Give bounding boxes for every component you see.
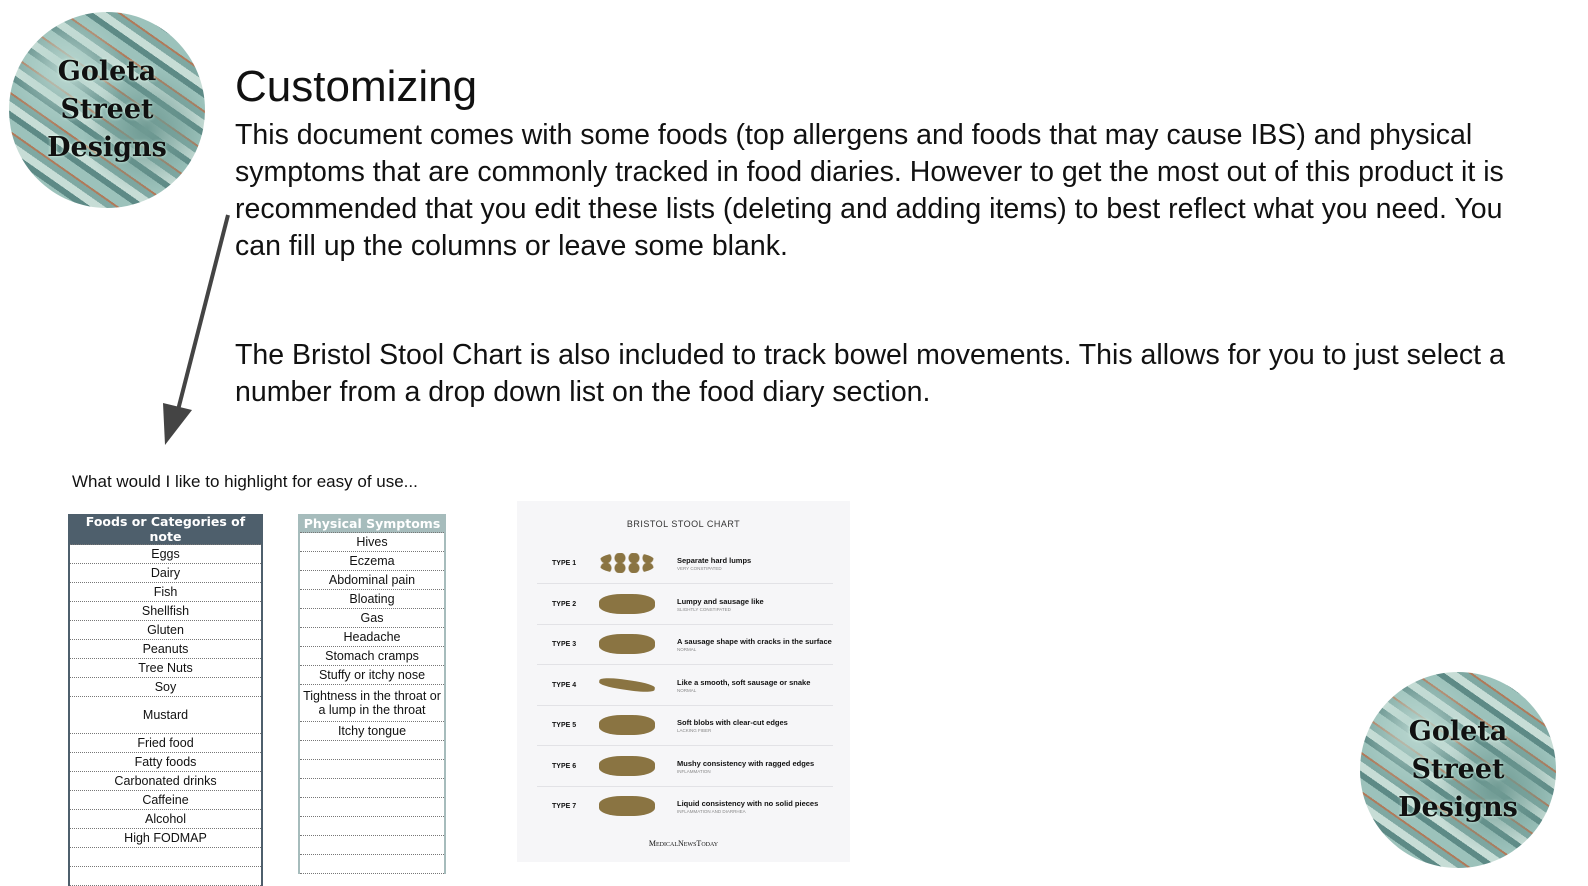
table-row xyxy=(69,734,262,753)
table-cell[interactable]: Abdominal pain xyxy=(299,571,445,590)
table-row xyxy=(299,779,445,798)
table-cell[interactable]: Itchy tongue xyxy=(299,722,445,741)
table-row xyxy=(299,590,445,609)
table-row xyxy=(299,722,445,741)
table-row xyxy=(69,867,262,886)
bristol-type-row xyxy=(537,665,833,706)
bristol-type-row xyxy=(537,584,833,625)
arrow-icon xyxy=(0,0,300,460)
type-label: TYPE 6 xyxy=(552,762,577,770)
stool-illustration xyxy=(599,594,655,614)
stool-illustration xyxy=(599,553,655,573)
type-subtitle: INFLAMMATION AND DIARRHEA xyxy=(677,809,746,814)
table-row xyxy=(69,678,262,697)
table-cell[interactable] xyxy=(299,855,445,874)
table-row xyxy=(69,791,262,810)
table-cell[interactable]: Tightness in the throat or a lump in the throat xyxy=(299,685,445,722)
bristol-title: BRISTOL STOOL CHART xyxy=(626,519,741,529)
table-cell[interactable]: Soy xyxy=(69,678,262,697)
bristol-type-row xyxy=(537,786,833,826)
logo-text: Goleta Street xyxy=(57,56,157,125)
stool-illustration xyxy=(599,634,655,654)
table-cell[interactable]: High FODMAP xyxy=(69,829,262,848)
table-row xyxy=(69,640,262,659)
type-description: A sausage shape with cracks in the surface xyxy=(677,637,832,646)
table-row xyxy=(299,666,445,685)
table-cell[interactable] xyxy=(69,848,262,867)
bristol-type-row xyxy=(537,543,833,584)
type-description: Separate hard lumps xyxy=(677,556,752,565)
table-cell[interactable]: Peanuts xyxy=(69,640,262,659)
table-cell[interactable] xyxy=(69,867,262,886)
table-cell[interactable]: Fatty foods xyxy=(69,753,262,772)
table-row xyxy=(299,609,445,628)
table-row xyxy=(69,564,262,583)
foods-header: Foods or Categories of note xyxy=(69,514,262,545)
table-cell[interactable]: Eczema xyxy=(299,552,445,571)
table-row xyxy=(69,621,262,640)
table-cell[interactable]: Fish xyxy=(69,583,262,602)
stool-illustration xyxy=(599,715,655,735)
type-subtitle: NORMAL xyxy=(677,687,697,693)
table-row xyxy=(69,753,262,772)
table-cell[interactable]: Carbonated drinks xyxy=(69,772,262,791)
table-cell[interactable] xyxy=(299,741,445,760)
type-description: Like a smooth, soft sausage or snake xyxy=(677,677,811,687)
table-cell[interactable] xyxy=(299,760,445,779)
table-cell[interactable]: Caffeine xyxy=(69,791,262,810)
table-cell[interactable] xyxy=(299,779,445,798)
logo-text: Designs xyxy=(47,132,167,163)
table-row xyxy=(69,697,262,734)
table-cell[interactable]: Fried food xyxy=(69,734,262,753)
type-subtitle: VERY CONSTIPATED xyxy=(677,566,722,571)
table-row xyxy=(69,848,262,867)
table-cell[interactable]: Tree Nuts xyxy=(69,659,262,678)
table-row xyxy=(69,659,262,678)
type-label: TYPE 3 xyxy=(552,641,577,648)
type-subtitle: INFLAMMATION xyxy=(677,768,711,774)
table-row xyxy=(299,798,445,817)
type-label: TYPE 2 xyxy=(552,600,577,608)
table-cell[interactable] xyxy=(299,817,445,836)
table-cell[interactable]: Eggs xyxy=(69,545,262,564)
table-row xyxy=(299,760,445,779)
table-row xyxy=(299,685,445,722)
table-cell[interactable] xyxy=(299,798,445,817)
symptoms-header: Physical Symptoms xyxy=(299,514,445,533)
type-label: TYPE 7 xyxy=(552,803,577,810)
type-subtitle: LACKING FIBER xyxy=(677,728,712,733)
table-row xyxy=(299,836,445,855)
type-description: Soft blobs with clear-cut edges xyxy=(677,718,788,727)
table-row xyxy=(69,772,262,791)
table-cell[interactable]: Gas xyxy=(299,609,445,628)
bristol-type-row xyxy=(537,705,833,746)
table-row xyxy=(299,741,445,760)
bristol-type-row xyxy=(537,746,833,787)
logo-text: Goleta Street xyxy=(1408,716,1508,785)
table-cell[interactable]: Stomach cramps xyxy=(299,647,445,666)
table-row xyxy=(299,552,445,571)
table-row xyxy=(299,817,445,836)
type-subtitle: NORMAL xyxy=(677,647,697,652)
table-cell[interactable]: Headache xyxy=(299,628,445,647)
type-description: Liquid consistency with no solid pieces xyxy=(677,799,819,808)
logo-text: Designs xyxy=(1398,792,1518,823)
table-row xyxy=(69,583,262,602)
stool-illustration xyxy=(599,676,656,694)
table-cell[interactable]: Alcohol xyxy=(69,810,262,829)
type-label: TYPE 5 xyxy=(552,722,577,729)
bristol-type-row xyxy=(537,624,833,665)
table-cell[interactable]: Dairy xyxy=(69,564,262,583)
table-row xyxy=(69,602,262,621)
table-cell[interactable]: Gluten xyxy=(69,621,262,640)
table-row xyxy=(69,545,262,564)
table-row xyxy=(299,647,445,666)
table-row xyxy=(299,628,445,647)
table-cell[interactable]: Stuffy or itchy nose xyxy=(299,666,445,685)
bristol-stool-chart xyxy=(517,501,850,862)
intro-paragraph: This document comes with some foods (top allergens and foods that may cause IBS) and physical symptoms that are commonly tracked in food diaries. However to get the most out of this product it is recommended that you edit these lists (deleting and adding items) to best reflect what you need. You can fill up the columns or leave some blank. xyxy=(235,119,1504,262)
highlight-label: What would I like to highlight for easy of use... xyxy=(72,472,418,491)
type-description: Mushy consistency with ragged edges xyxy=(677,758,815,768)
symptoms-table xyxy=(298,514,446,874)
page-title: Customizing xyxy=(235,62,478,111)
stool-illustration xyxy=(599,796,655,816)
table-row xyxy=(299,571,445,590)
logo-bottom xyxy=(1360,672,1556,868)
table-row xyxy=(69,810,262,829)
table-cell[interactable]: Shellfish xyxy=(69,602,262,621)
type-subtitle: SLIGHTLY CONSTIPATED xyxy=(677,606,731,612)
stool-illustration xyxy=(599,756,655,776)
source-logo: MedicalNewsToday xyxy=(648,839,719,848)
table-cell[interactable]: Mustard xyxy=(69,697,262,734)
table-row xyxy=(299,533,445,552)
table-cell[interactable]: Bloating xyxy=(299,590,445,609)
foods-table xyxy=(68,514,263,886)
bristol-paragraph: The Bristol Stool Chart is also included to track bowel movements. This allows for you to just select a number from a drop down list on the food diary section. xyxy=(235,339,1505,408)
type-description: Lumpy and sausage like xyxy=(677,596,764,606)
table-row xyxy=(69,829,262,848)
table-cell[interactable]: Hives xyxy=(299,533,445,552)
type-label: TYPE 1 xyxy=(552,560,577,567)
table-cell[interactable] xyxy=(299,836,445,855)
type-label: TYPE 4 xyxy=(552,681,577,689)
table-row xyxy=(299,855,445,874)
